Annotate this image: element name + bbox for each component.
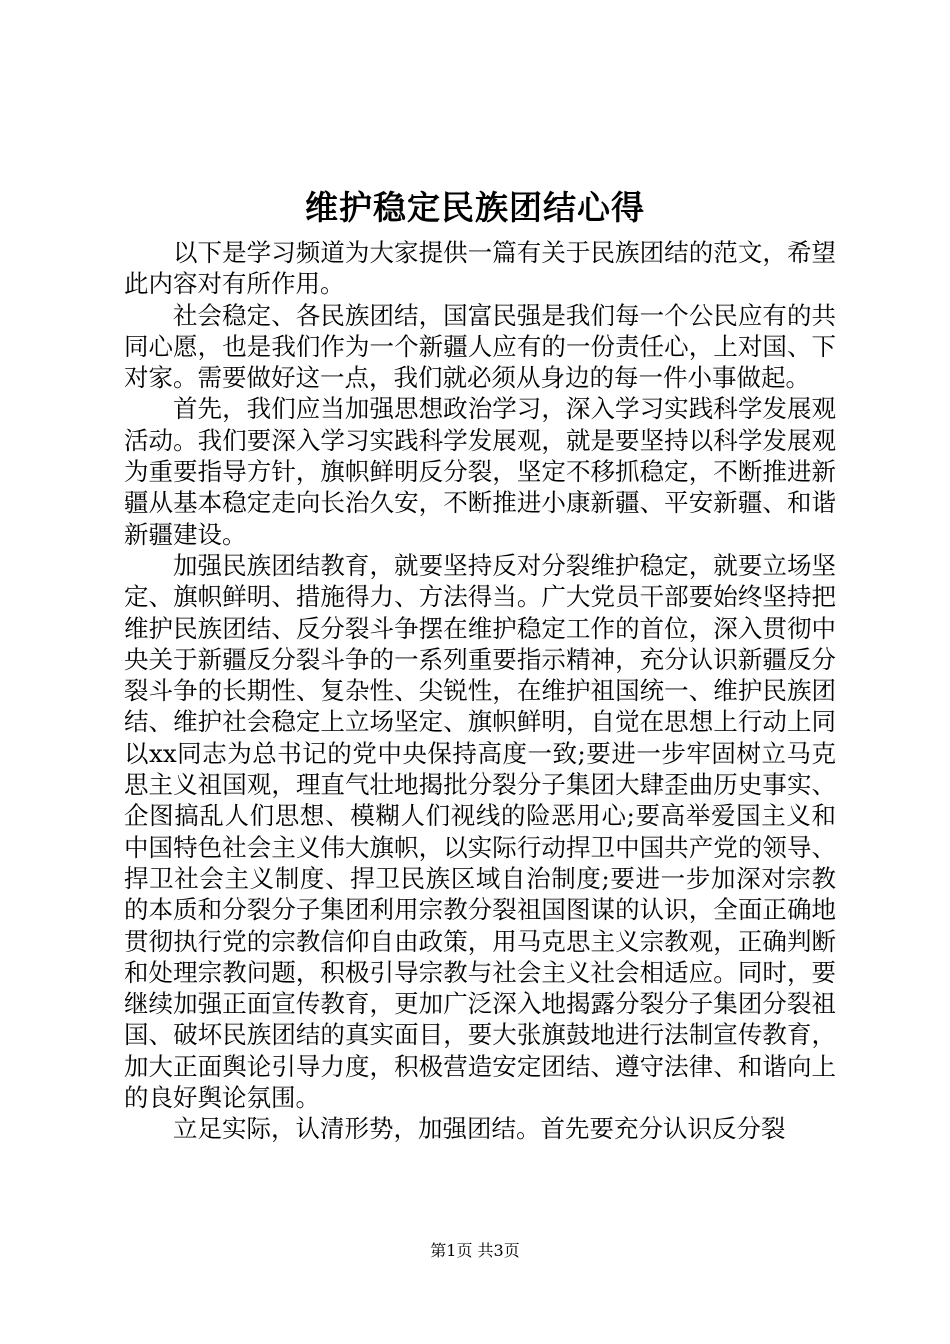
paragraph-unity-education: 加强民族团结教育，就要坚持反对分裂维护稳定，就要立场坚定、旗帜鲜明、措施得力、方法得当。广大党员干部要始终坚持把维护民族团结、反分裂斗争摆在维护稳定工作的首位，深入贯彻中央关于新疆反分裂斗争的一系列重要指示精神，充分认识新疆反分裂斗争的长期性、复杂性、尖锐性，在维护祖国统一、维护民族团结、维护社会稳定上立场坚定、旗帜鲜明，自觉在思想上行动上同以xx同志为总书记的党中央保持高度一致;要进一步牢固树立马克思主义祖国观，理直气壮地揭批分裂分子集团大肆歪曲历史事实、企图搞乱人们思想、模糊人们视线的险恶用心;要高举爱国主义和中国特色社会主义伟大旗帜，以实际行动捍卫中国共产党的领导、捍卫社会主义制度、捍卫民族区域自治制度;要进一步加深对宗教的本质和分裂分子集团利用宗教分裂祖国图谋的认识，全面正确地贯彻执行党的宗教信仰自由政策，用马克思主义宗教观，正确判断和处理宗教问题，积极引导宗教与社会主义社会相适应。同时，要继续加强正面宣传教育，更加广泛深入地揭露分裂分子集团分裂祖国、破坏民族团结的真实面目，要大张旗鼓地进行法制宣传教育，加大正面舆论引导力度，积极营造安定团结、遵守法律、和谐向上的良好舆论氛围。: [124, 550, 836, 1113]
document-title: 维护稳定民族团结心得: [305, 188, 645, 227]
document-body: [124, 237, 836, 1145]
paragraph-grounded-reality: 立足实际，认清形势，加强团结。首先要充分认识反分裂: [173, 1114, 786, 1144]
paragraph-social-stability: 社会稳定、各民族团结，国富民强是我们每一个公民应有的共同心愿，也是我们作为一个新疆人应有的一份责任心，上对国、下对家。需要做好这一点，我们就必须从身边的每一件小事做起。: [124, 300, 836, 393]
page-footer: 第1页 共3页: [430, 1241, 520, 1260]
paragraph-intro: 以下是学习频道为大家提供一篇有关于民族团结的范文，希望此内容对有所作用。: [124, 238, 836, 299]
paragraph-political-study: 首先，我们应当加强思想政治学习，深入学习实践科学发展观活动。我们要深入学习实践科学发展观，就是要坚持以科学发展观为重要指导方针，旗帜鲜明反分裂，坚定不移抓稳定，不断推进新疆从基本稳定走向长治久安，不断推进小康新疆、平安新疆、和谐新疆建设。: [124, 394, 836, 549]
